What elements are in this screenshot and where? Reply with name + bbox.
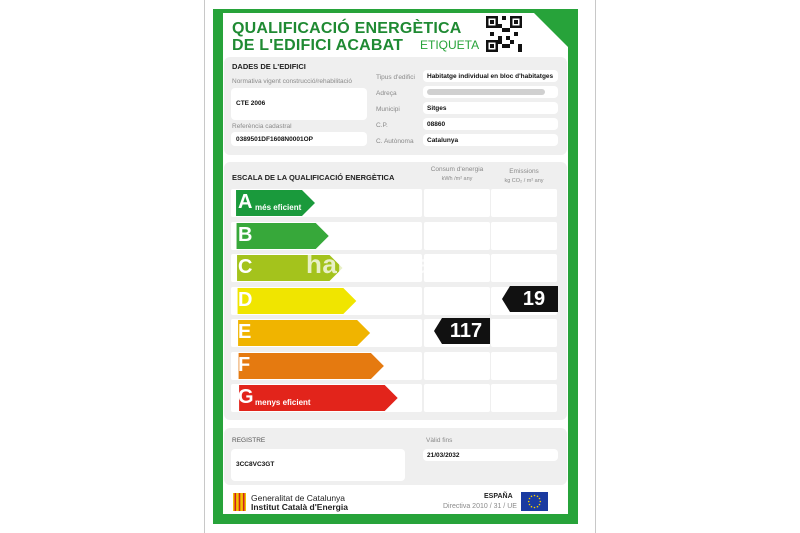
- generalitat-logo-icon: [233, 493, 246, 511]
- energy-class-letter: G: [238, 386, 254, 408]
- emissions-header: Emissions: [509, 168, 539, 175]
- emissions-cell: [491, 319, 557, 347]
- energy-class-letter: A: [238, 191, 253, 213]
- page-edge-left: [204, 0, 205, 533]
- consum-cell: [424, 287, 490, 315]
- referencia-label: Referència cadastral: [232, 123, 292, 130]
- adreca-label: Adreça: [376, 90, 397, 97]
- gencat-line1: Generalitat de Catalunya: [251, 493, 346, 503]
- country-label: ESPAÑA: [484, 493, 513, 500]
- consum-cell: [424, 189, 490, 217]
- consum-unit: kWh /m² any: [441, 176, 473, 182]
- tipus-value: Habitatge individual en bloc d'habitatges: [427, 73, 554, 80]
- building-section-title: DADES DE L'EDIFICI: [232, 62, 306, 71]
- consum-cell: [424, 384, 490, 412]
- eu-flag-icon: [521, 492, 548, 511]
- registre-title: REGISTRE: [232, 437, 266, 444]
- referencia-value: 0389501DF1608N0001OP: [236, 136, 313, 143]
- consum-cell: [424, 352, 490, 380]
- habitaclia-watermark: habitaclia: [306, 249, 431, 279]
- label-frame-right: [568, 9, 578, 524]
- energy-class-letter: F: [238, 353, 251, 376]
- qr-code-icon: [486, 16, 522, 52]
- emissions-cell: [491, 254, 557, 282]
- emissions-cell: [491, 384, 557, 412]
- label-title-line1: QUALIFICACIÓ ENERGÈTICA: [232, 20, 462, 37]
- label-frame-top: [213, 9, 578, 13]
- ca-label: C. Autònoma: [376, 138, 414, 145]
- energy-class-note: més eficient: [255, 203, 302, 212]
- valid-value: 21/03/2032: [427, 452, 460, 459]
- registre-value: 3CC8VC3GT: [236, 461, 275, 468]
- energy-class-letter: D: [238, 288, 253, 311]
- tipus-label: Tipus d'edifici: [376, 74, 415, 81]
- corner-decoration: [530, 9, 578, 57]
- cp-value: 08860: [427, 121, 446, 128]
- page-edge-right: [595, 0, 596, 533]
- consum-cell: [424, 222, 490, 250]
- adreca-redacted: [427, 89, 545, 95]
- valid-label: Vàlid fins: [426, 437, 453, 444]
- emissions-unit: kg CO₂ / m² any: [504, 178, 544, 184]
- label-frame-bottom: [213, 514, 578, 524]
- emissions-cell: [491, 352, 557, 380]
- energy-class-arrow-f: [233, 353, 390, 379]
- label-title-line2: DE L'EDIFICI ACABAT: [232, 37, 404, 54]
- etiqueta-text: ETIQUETA: [420, 38, 480, 52]
- municipi-label: Municipi: [376, 106, 400, 113]
- energy-class-letter: E: [238, 321, 252, 343]
- energy-class-letter: C: [238, 256, 253, 278]
- energy-class-arrow-e: [233, 320, 375, 346]
- scale-section-title: ESCALA DE LA QUALIFICACIÓ ENERGÈTICA: [232, 173, 395, 182]
- energy-class-letter: B: [238, 223, 253, 246]
- municipi-value: Sitges: [427, 105, 447, 112]
- normativa-label: Normativa vigent construcció/rehabilitació: [232, 78, 352, 85]
- consum-header: Consum d'energia: [430, 166, 484, 173]
- directive-label: Directiva 2010 / 31 / UE: [443, 503, 517, 510]
- emissions-rating-value: 19: [522, 288, 546, 310]
- consum-cell: [424, 254, 490, 282]
- consum-rating-value: 117: [449, 320, 483, 342]
- gencat-line2: Institut Català d'Energia: [251, 502, 348, 512]
- cp-label: C.P.: [376, 122, 388, 129]
- normativa-value: CTE 2006: [236, 100, 266, 107]
- ca-value: Catalunya: [427, 137, 459, 144]
- emissions-cell: [491, 222, 557, 250]
- energy-class-note: menys eficient: [255, 398, 311, 407]
- label-frame-left: [213, 9, 223, 524]
- emissions-cell: [491, 189, 557, 217]
